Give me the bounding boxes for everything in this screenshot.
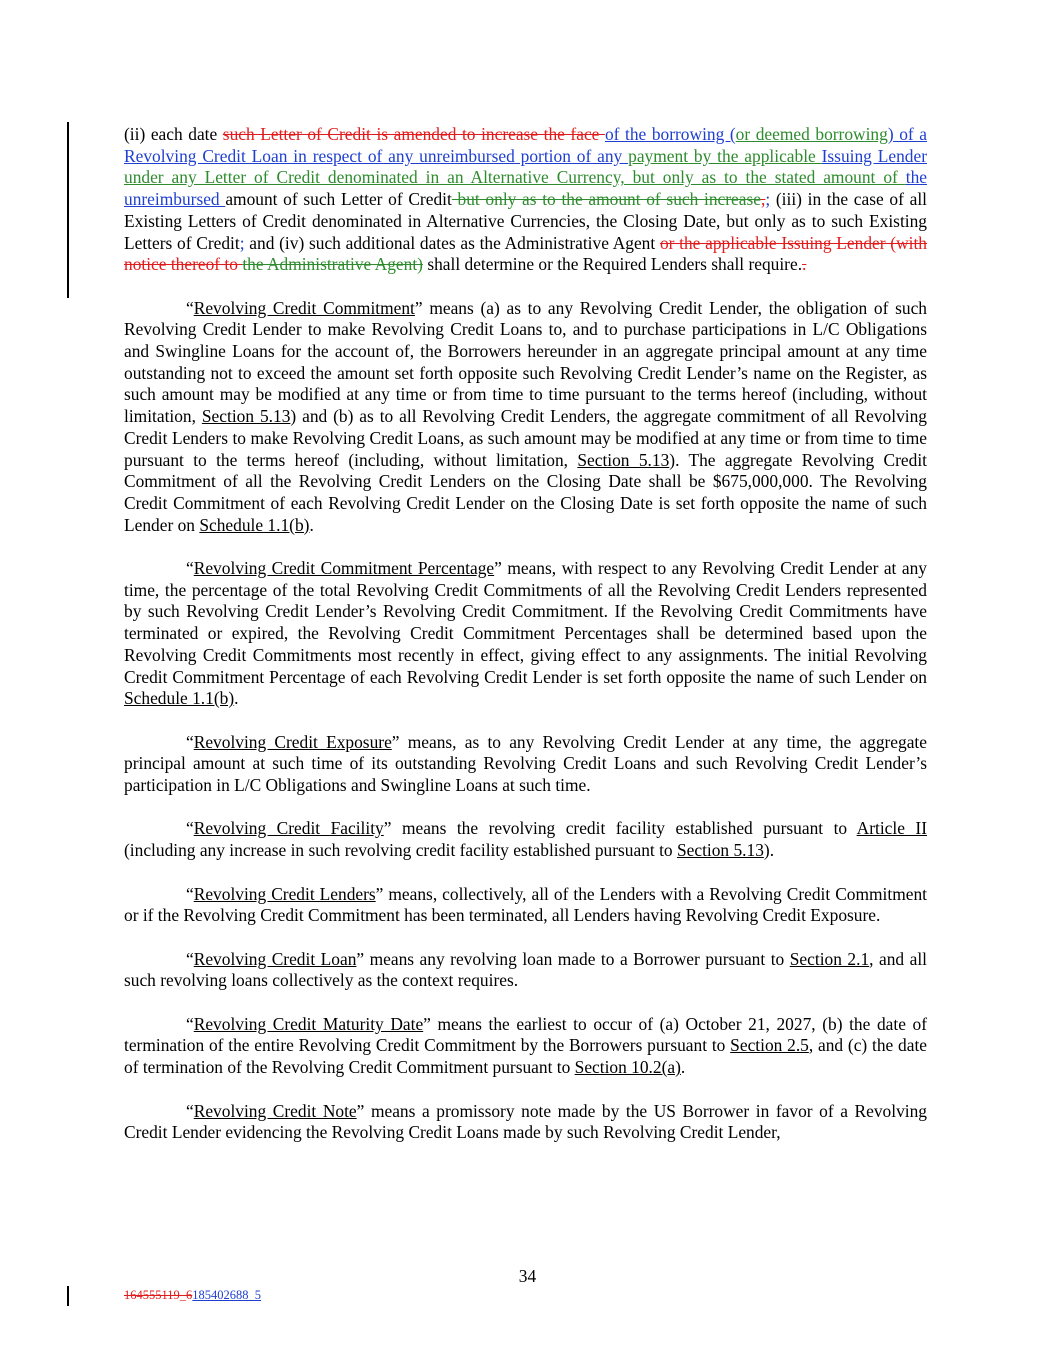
definition-revolving-credit-facility: “Revolving Credit Facility” means the revolving credit facility established pursuant to Article II (including any increase in such revolving credit facility established pursuant to Section 5.13). bbox=[124, 818, 927, 861]
cross-reference: Section 5.13 bbox=[577, 449, 670, 470]
cross-reference: Section 2.1 bbox=[789, 948, 870, 969]
change-bar-footer bbox=[67, 1286, 69, 1306]
definition-revolving-credit-commitment-percentage: “Revolving Credit Commitment Percentage” means, with respect to any Revolving Credit Lender at any time, the percentage of the total Revolving Credit Commitments of all the Revolving Credit Lenders represented by such Revolving Credit Lender’s Revolving Credit Commitment. If the Revolving Credit Commitments have terminated or expired, the Revolving Credit Commitment Percentages shall be determined based upon the Revolving Credit Commitments most recently in effect, giving effect to any assignments. The initial Revolving Credit Commitment Percentage of each Revolving Credit Lender is set forth opposite the name of such Lender on Schedule 1.1(b). bbox=[124, 558, 927, 709]
page-number: 34 bbox=[518, 1266, 537, 1286]
cross-reference: Schedule 1.1(b) bbox=[199, 514, 310, 535]
document-body bbox=[124, 124, 927, 1166]
document-id: 164555119_6185402688_5 bbox=[124, 1288, 262, 1302]
defined-term: Revolving Credit Loan bbox=[193, 948, 357, 969]
defined-term: Revolving Credit Facility bbox=[193, 818, 384, 839]
cross-reference: Schedule 1.1(b) bbox=[124, 688, 235, 709]
defined-term: Revolving Credit Commitment Percentage bbox=[193, 558, 495, 579]
defined-term: Revolving Credit Lenders bbox=[193, 883, 376, 904]
defined-term: Revolving Credit Exposure bbox=[193, 731, 392, 752]
cross-reference: Section 5.13 bbox=[201, 406, 291, 427]
cross-reference: Section 10.2(a) bbox=[574, 1057, 681, 1078]
cross-reference: Article II bbox=[856, 818, 927, 839]
definition-revolving-credit-maturity-date: “Revolving Credit Maturity Date” means the earliest to occur of (a) October 21, 2027, (b) the date of termination of the entire Revolving Credit Commitment by the Borrowers pursuant to Section 2.5, and (c) the date of termination of the Revolving Credit Commitment pursuant to Section 10.2(a). bbox=[124, 1013, 928, 1078]
change-bar bbox=[67, 122, 69, 298]
cross-reference: Section 5.13 bbox=[676, 840, 764, 861]
definition-revolving-credit-commitment: “Revolving Credit Commitment” means (a) as to any Revolving Credit Lender, the obligation of such Revolving Credit Lender to make Revolving Credit Loans to, and to purchase participations in L/C Obligations and Swingline Loans for the account of, the Borrowers hereunder in an aggregate principal amount at any time outstanding not to exceed the amount set forth opposite such Revolving Credit Lender’s name on the Register, as such amount may be modified at any time or from time to time pursuant to the terms hereof (including, without limitation, Section 5.13) and (b) as to all Revolving Credit Lenders, the aggregate commitment of all Revolving Credit Lenders to make Revolving Credit Loans, as such amount may be modified at any time or from time to time pursuant to the terms hereof (including, without limitation, Section 5.13). The aggregate Revolving Credit Commitment of all the Revolving Credit Lenders on the Closing Date shall be $675,000,000. The Revolving Credit Commitment of each Revolving Credit Lender on the Closing Date is set forth opposite the name of such Lender on Schedule 1.1(b). bbox=[124, 297, 927, 535]
defined-term: Revolving Credit Maturity Date bbox=[193, 1013, 424, 1034]
amended-paragraph: (ii) each date such Letter of Credit is amended to increase the face of the borrowing (or deemed borrowing) of a Revolving Credit Loan in respect of any unreimbursed portion of any payment by the applicable Issuing Lender under any Letter of Credit denominated in an Alternative Currency, but only as to the stated amount of the unreimbursed amount of such Letter of Credit but only as to the amount of such increase,; (iii) in the case of all Existing Letters of Credit denominated in Alternative Currencies, the Closing Date, but only as to such Existing Letters of Credit; and (iv) such additional dates as the Administrative Agent or the applicable Issuing Lender (with notice thereof to the Administrative Agent) shall determine or the Required Lenders shall require.. bbox=[124, 124, 927, 275]
definition-revolving-credit-lenders: “Revolving Credit Lenders” means, collectively, all of the Lenders with a Revolving Credit Commitment or if the Revolving Credit Commitment has been terminated, all Lenders having Revolving Credit Exposure. bbox=[124, 883, 927, 926]
definition-revolving-credit-loan: “Revolving Credit Loan” means any revolving loan made to a Borrower pursuant to Section 2.1, and all such revolving loans collectively as the context requires. bbox=[124, 948, 927, 991]
definition-revolving-credit-exposure: “Revolving Credit Exposure” means, as to any Revolving Credit Lender at any time, the aggregate principal amount at such time of its outstanding Revolving Credit Loans and such Revolving Credit Lender’s participation in L/C Obligations and Swingline Loans at such time. bbox=[124, 731, 927, 796]
cross-reference: Section 2.5 bbox=[730, 1035, 809, 1056]
defined-term: Revolving Credit Note bbox=[193, 1100, 357, 1121]
defined-term: Revolving Credit Commitment bbox=[193, 297, 415, 318]
definition-revolving-credit-note: “Revolving Credit Note” means a promissory note made by the US Borrower in favor of a Revolving Credit Lender evidencing the Revolving Credit Loans made by such Revolving Credit Lender, bbox=[124, 1100, 928, 1143]
